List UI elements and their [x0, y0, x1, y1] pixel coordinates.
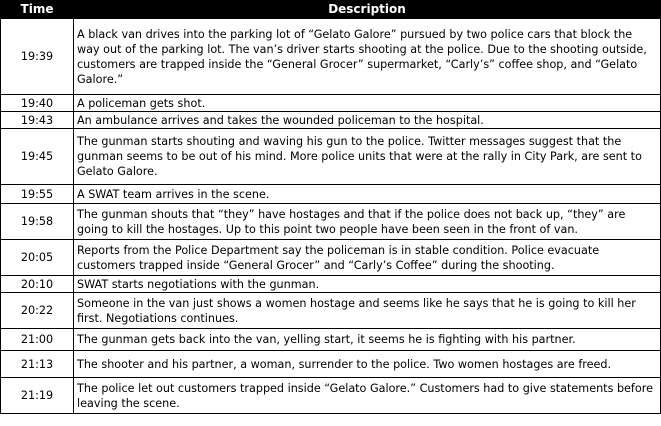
description-cell: The shooter and his partner, a woman, surrender to the police. Two women hostages are freed. — [74, 351, 661, 378]
description-cell: The gunman shouts that “they” have hostages and that if the police does not back up, “they” are going to kill the hostages. Up to this point two people have been seen in the front of van. — [74, 204, 661, 240]
table-row — [1, 185, 661, 204]
description-cell: The police let out customers trapped inside “Gelato Galore.” Customers had to give statements before leaving the scene. — [74, 378, 661, 414]
time-cell: 19:58 — [1, 204, 74, 240]
time-cell: 20:05 — [1, 240, 74, 276]
time-cell: 19:40 — [1, 95, 74, 112]
time-cell: 19:45 — [1, 129, 74, 185]
table-row — [1, 240, 661, 276]
description-cell: SWAT starts negotiations with the gunman. — [74, 276, 661, 293]
description-cell: A black van drives into the parking lot of “Gelato Galore” pursued by two police cars that block the way out of the parking lot. The van’s driver starts shooting at the police. Due to the shooting outside, customers are trapped inside the “General Grocer” supermarket, “Carly’s” coffee shop, and “Gelato Galore.” — [74, 19, 661, 95]
table-row — [1, 293, 661, 329]
time-cell: 21:13 — [1, 351, 74, 378]
table-row — [1, 112, 661, 129]
description-header: Description — [74, 1, 661, 19]
table-row — [1, 95, 661, 112]
description-cell: Reports from the Police Department say the policeman is in stable condition. Police evacuate customers trapped inside “General Grocer” and “Carly’s Coffee” during the shooting. — [74, 240, 661, 276]
table-row — [1, 351, 661, 378]
table-row — [1, 378, 661, 414]
description-cell: A SWAT team arrives in the scene. — [74, 185, 661, 204]
time-cell: 21:19 — [1, 378, 74, 414]
description-cell: An ambulance arrives and takes the wounded policeman to the hospital. — [74, 112, 661, 129]
time-cell: 21:00 — [1, 329, 74, 351]
description-cell: Someone in the van just shows a women hostage and seems like he says that he is going to kill her first. Negotiations continues. — [74, 293, 661, 329]
time-cell: 19:55 — [1, 185, 74, 204]
description-cell: A policeman gets shot. — [74, 95, 661, 112]
table-row — [1, 329, 661, 351]
time-header: Time — [1, 1, 74, 19]
table-row — [1, 19, 661, 95]
table-row — [1, 204, 661, 240]
time-cell: 20:22 — [1, 293, 74, 329]
time-cell: 19:43 — [1, 112, 74, 129]
table-row — [1, 129, 661, 185]
description-cell: The gunman gets back into the van, yelling start, it seems he is fighting with his partner. — [74, 329, 661, 351]
time-cell: 20:10 — [1, 276, 74, 293]
description-cell: The gunman starts shouting and waving his gun to the police. Twitter messages suggest that the gunman seems to be out of his mind. More police units that were at the rally in City Park, are sent to Gelato Galore. — [74, 129, 661, 185]
time-cell: 19:39 — [1, 19, 74, 95]
header-row — [1, 1, 661, 19]
table-row — [1, 276, 661, 293]
